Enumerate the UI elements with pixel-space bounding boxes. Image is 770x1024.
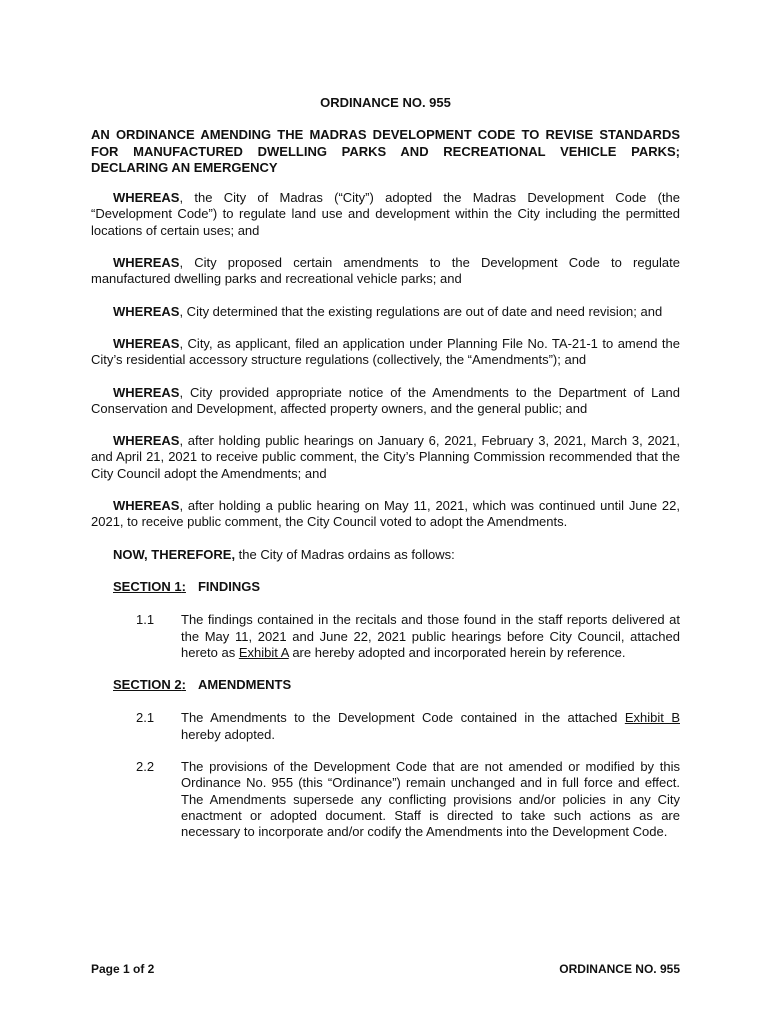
section-item-2-2 [91, 759, 680, 840]
section-2-title: AMENDMENTS [197, 677, 292, 693]
item-text: The provisions of the Development Code that are not amended or modified by this Ordinance No. 955 (this “Ordinance”) remain unchanged and in full force and effect. The Amendments supersede any conflicting provisions and/or policies in any City enactment or adopted document. Staff is directed to take such actions as are necessary to incorporate and/or codify the Amendments into the Development Code. [181, 759, 680, 840]
recital-6 [91, 433, 680, 482]
now-therefore-clause [91, 547, 680, 563]
recital-text: , after holding public hearings on January 6, 2021, February 3, 2021, March 3, 2021, and April 21, 2021 to receive public comment, the City’s Planning Commission recommended that the City Council adopt the Amendments; and [91, 433, 680, 481]
item-text [181, 710, 680, 743]
recital-7 [91, 498, 680, 531]
ordinance-heading: AN ORDINANCE AMENDING THE MADRAS DEVELOPMENT CODE TO REVISE STANDARDS FOR MANUFACTURED DWELLING PARKS AND RECREATIONAL VEHICLE PARKS; DECLARING AN EMERGENCY [91, 127, 680, 175]
whereas-label: WHEREAS [113, 190, 180, 206]
item-number: 1.1 [136, 612, 155, 628]
exhibit-a-reference: Exhibit A [238, 644, 289, 660]
whereas-label: WHEREAS [113, 303, 180, 319]
section-2-number: SECTION 2 [113, 677, 182, 693]
item-text-part: The findings contained in the recitals and those found in the staff reports delivered at the May 11, 2021 and June 22, 2021 public hearings before City Council, attached hereto as [181, 612, 680, 660]
whereas-label: WHEREAS [113, 255, 180, 271]
recital-text: , City provided appropriate notice of the Amendments to the Department of Land Conservation and Development, affected property owners, and the general public; and [91, 384, 680, 416]
section-1-colon: : [181, 578, 186, 594]
recital-text: , the City of Madras (“City”) adopted the Madras Development Code (the “Development Code”) to regulate land use and development within the City including the permitted locations of certain uses; and [91, 190, 680, 238]
section-item-2-1 [91, 710, 680, 743]
section-1-title: FINDINGS [197, 578, 261, 594]
item-text-part: The Amendments to the Development Code contained in the attached [181, 710, 625, 726]
item-text [181, 612, 680, 661]
section-1-number: SECTION 1 [113, 578, 182, 594]
whereas-label: WHEREAS [113, 433, 180, 449]
whereas-label: WHEREAS [113, 498, 180, 514]
footer-page-number: Page 1 of 2 [91, 962, 155, 976]
exhibit-b-reference: Exhibit B [624, 710, 680, 726]
recital-text: , City determined that the existing regulations are out of date and need revision; and [179, 303, 663, 319]
whereas-label: WHEREAS [113, 384, 180, 400]
section-item-1-1 [91, 612, 680, 661]
recital-2 [91, 255, 680, 288]
section-1-heading [113, 579, 680, 595]
item-text-part: are hereby adopted and incorporated herein by reference. [288, 644, 626, 660]
recital-1 [91, 190, 680, 239]
item-number: 2.2 [136, 759, 155, 775]
section-2-colon: : [181, 677, 186, 693]
now-therefore-text: the City of Madras ordains as follows: [235, 546, 455, 562]
recital-text: , City, as applicant, filed an application under Planning File No. TA-21-1 to amend the City’s residential accessory structure regulations (collectively, the “Amendments”); and [91, 335, 680, 368]
recital-4 [91, 336, 680, 369]
recital-5 [91, 385, 680, 418]
ordinance-title: ORDINANCE NO. 955 [320, 95, 451, 110]
recital-text: , City proposed certain amendments to the Development Code to regulate manufactured dwelling parks and recreational vehicle parks; and [91, 255, 680, 287]
footer-ordinance-number: ORDINANCE NO. 955 [559, 962, 680, 976]
document-body [91, 95, 680, 857]
recital-3 [91, 304, 680, 320]
item-text-part: hereby adopted. [181, 726, 275, 742]
now-therefore-label: NOW, THEREFORE, [113, 546, 236, 562]
item-number: 2.1 [136, 710, 155, 726]
recital-text: , after holding a public hearing on May 11, 2021, which was continued until June 22, 2021, to receive public comment, the City Council voted to adopt the Amendments. [91, 498, 680, 530]
section-2-heading [113, 677, 680, 693]
whereas-label: WHEREAS [113, 335, 180, 351]
